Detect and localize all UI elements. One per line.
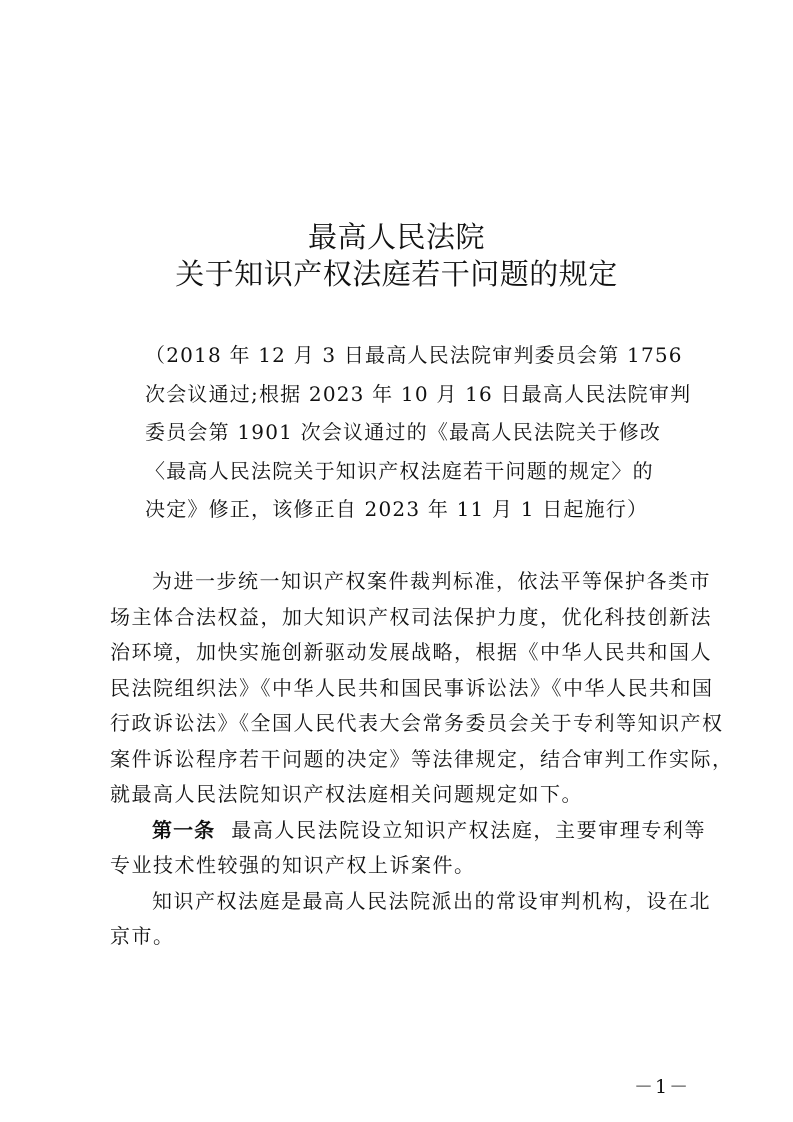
preamble-line: 民法院组织法》《中华人民共和国民事诉讼法》《中华人民共和国 (110, 675, 714, 700)
article-1-paragraph (110, 813, 706, 884)
preamble-paragraph (110, 564, 734, 813)
page-number: －1－ (634, 1076, 691, 1098)
adoption-note (145, 336, 692, 529)
article-1-line (110, 813, 706, 849)
preamble-line: 治环境，加快实施创新驱动发展战略，根据《中华人民共和国人 (110, 640, 712, 664)
article-1-line: 专业技术性较强的知识产权上诉案件。 (110, 853, 476, 877)
adoption-note-line: 次会议通过;根据 2023 年 10 月 16 日最高人民法院审判 (145, 381, 692, 406)
adoption-note-line: 决定》修正，该修正自 2023 年 11 月 1 日起施行） (145, 497, 649, 522)
adoption-note-line: （2018 年 12 月 3 日最高人民法院审判委员会第 1756 (145, 343, 683, 367)
preamble-line: 案件诉讼程序若干问题的决定》等法律规定，结合审判工作实际， (110, 746, 734, 771)
adoption-note-line: 委员会第 1901 次会议通过的《最高人民法院关于修改 (145, 420, 662, 445)
preamble-line: 行政诉讼法》《全国人民代表大会常务委员会关于专利等知识产权 (110, 711, 724, 735)
article-1-second-paragraph (110, 884, 711, 955)
article-1-para2-line: 京市。 (110, 924, 175, 948)
preamble-line: 为进一步统一知识产权案件裁判标准，依法平等保护各类市 (152, 569, 711, 593)
document-title-line-2: 关于知识产权法庭若干问题的规定 (175, 257, 618, 291)
preamble-line: 就最高人民法院知识产权法庭相关问题规定如下。 (110, 782, 583, 806)
adoption-note-line: 〈最高人民法院关于知识产权法庭若干问题的规定〉的 (145, 458, 654, 483)
document-title-line-1: 最高人民法院 (307, 220, 485, 254)
article-1-label: 第一条 (152, 817, 216, 842)
article-1-para2-line: 知识产权法庭是最高人民法院派出的常设审判机构，设在北 (152, 888, 711, 913)
document-body (110, 564, 734, 955)
preamble-line: 场主体合法权益，加大知识产权司法保护力度，优化科技创新法 (110, 604, 712, 629)
article-1-text: 最高人民法院设立知识产权法庭，主要审理专利等 (231, 817, 706, 842)
